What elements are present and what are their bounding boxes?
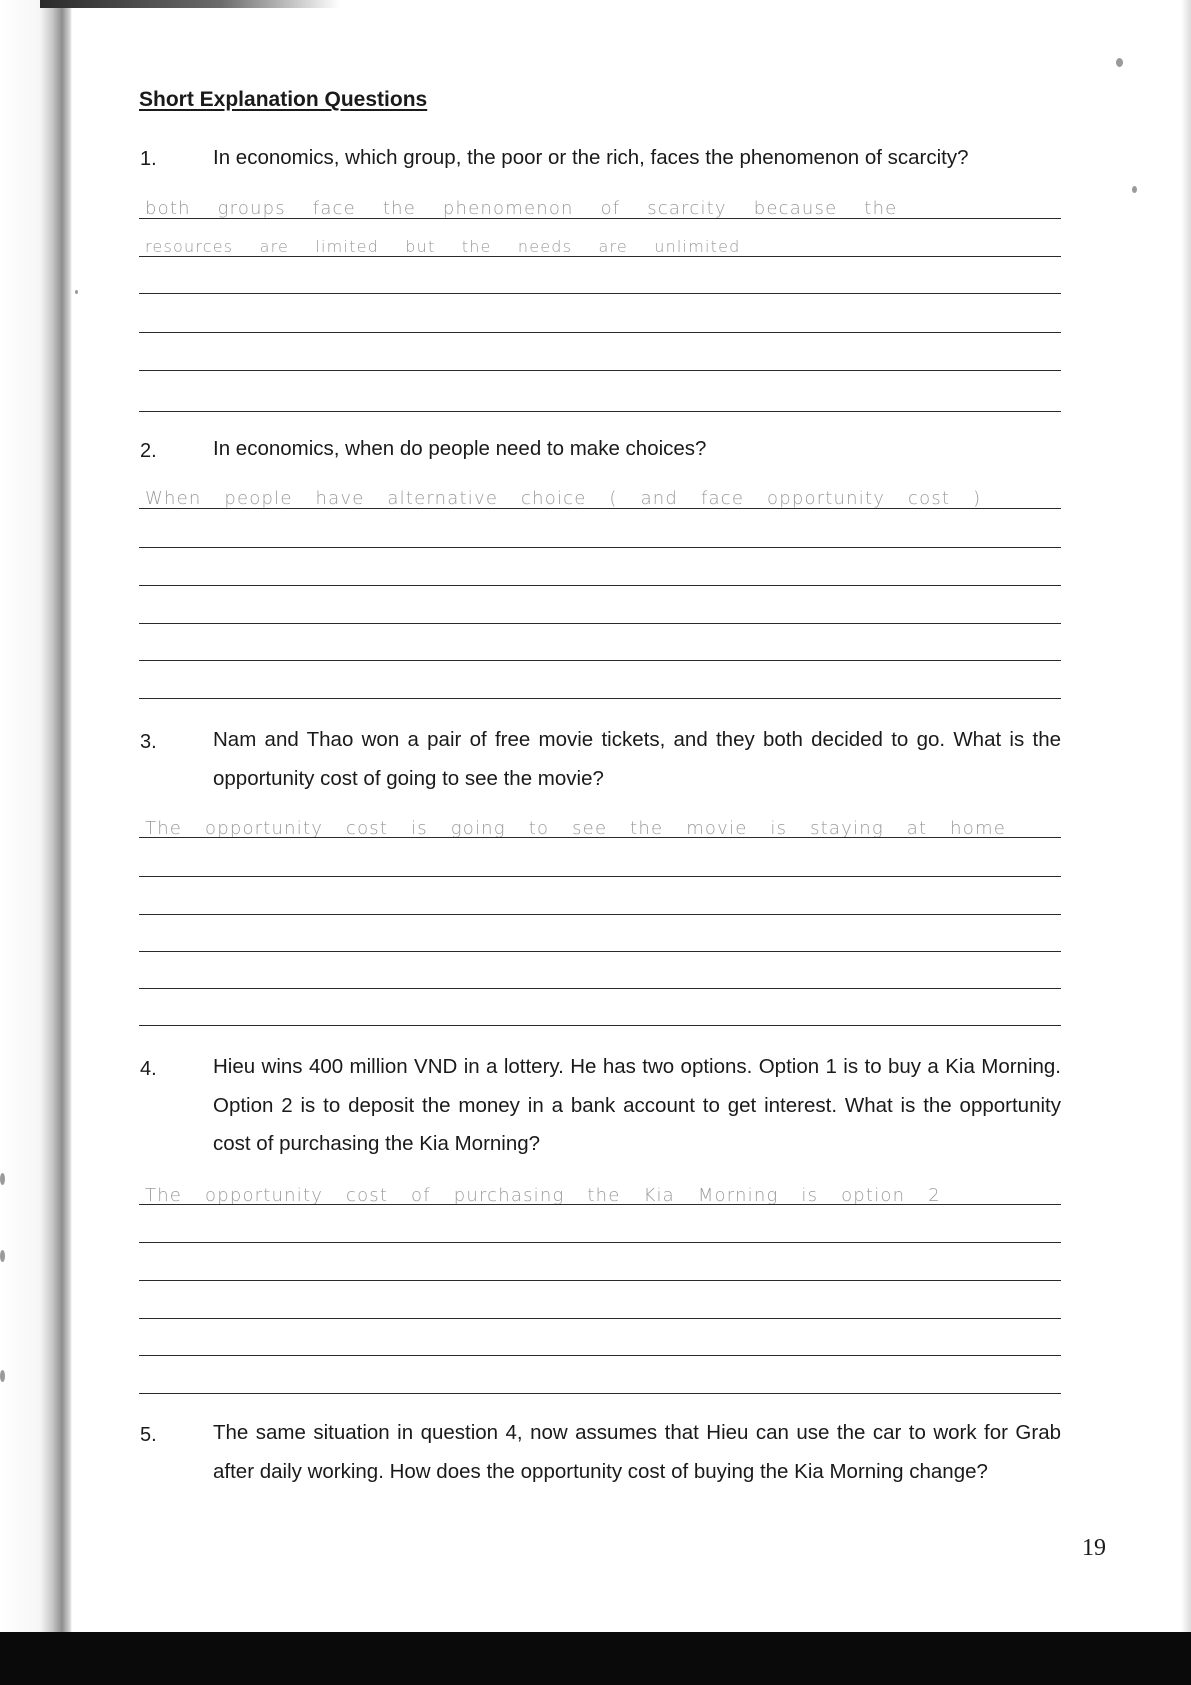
answer-line — [139, 256, 1061, 257]
answer-line — [139, 1355, 1061, 1356]
answer-line — [139, 698, 1061, 699]
scan-artifact — [1116, 58, 1123, 67]
handwritten-answer: both groups face the phenomenon of scarcity because the — [145, 198, 898, 219]
question-number: 5. — [140, 1424, 157, 1446]
scan-artifact — [75, 290, 78, 294]
answer-line — [139, 293, 1061, 294]
answer-line — [139, 508, 1061, 509]
scan-bottom-border — [0, 1632, 1191, 1685]
question-number: 4. — [140, 1058, 157, 1080]
page-number: 19 — [1082, 1535, 1106, 1561]
answer-line — [139, 1393, 1061, 1394]
answer-line — [139, 623, 1061, 624]
answer-line — [139, 1280, 1061, 1281]
answer-line — [139, 218, 1061, 219]
answer-line — [139, 411, 1061, 412]
question-text: In economics, which group, the poor or the rich, faces the phenomenon of scarcity? — [213, 146, 969, 169]
answer-line — [139, 988, 1061, 989]
answer-line — [139, 876, 1061, 877]
scan-artifact — [0, 1250, 5, 1262]
question-number: 2. — [140, 440, 157, 462]
answer-line — [139, 914, 1061, 915]
scan-artifact — [0, 1370, 5, 1382]
binding-shadow — [0, 0, 72, 1685]
answer-line — [139, 837, 1061, 838]
handwritten-answer: resources are limited but the needs are unlimited — [145, 237, 741, 256]
question-text: The same situation in question 4, now assumes that Hieu can use the car to work for Grab after daily working. How does the opportunity cost of buying the Kia Morning change? — [213, 1421, 1061, 1483]
question-text: Hieu wins 400 million VND in a lottery. He has two options. Option 1 is to buy a Kia Morning. Option 2 is to deposit the money in a bank account to get interest. What is the opportunity cost of purchasing the Kia Morning? — [213, 1055, 1061, 1155]
question-number: 3. — [140, 731, 157, 753]
handwritten-answer: When people have alternative choice ( and face opportunity cost ) — [145, 488, 982, 509]
handwritten-answer: The opportunity cost is going to see the movie is staying at home — [145, 818, 1006, 839]
answer-line — [139, 1025, 1061, 1026]
question-text: In economics, when do people need to make choices? — [213, 437, 707, 460]
answer-line — [139, 660, 1061, 661]
answer-line — [139, 332, 1061, 333]
handwritten-answer: The opportunity cost of purchasing the Kia Morning is option 2 — [145, 1185, 941, 1206]
answer-line — [139, 585, 1061, 586]
answer-line — [139, 951, 1061, 952]
section-heading: Short Explanation Questions — [139, 88, 428, 111]
scan-artifact — [0, 1173, 5, 1185]
scan-edge-mark — [40, 0, 340, 8]
question-text: Nam and Thao won a pair of free movie tickets, and they both decided to go. What is the opportunity cost of going to see the movie? — [213, 728, 1061, 790]
answer-line — [139, 370, 1061, 371]
answer-line — [139, 547, 1061, 548]
answer-line — [139, 1318, 1061, 1319]
page-right-edge — [1181, 0, 1191, 1685]
answer-line — [139, 1204, 1061, 1205]
answer-line — [139, 1242, 1061, 1243]
question-number: 1. — [140, 148, 157, 170]
scan-artifact — [1132, 186, 1137, 193]
